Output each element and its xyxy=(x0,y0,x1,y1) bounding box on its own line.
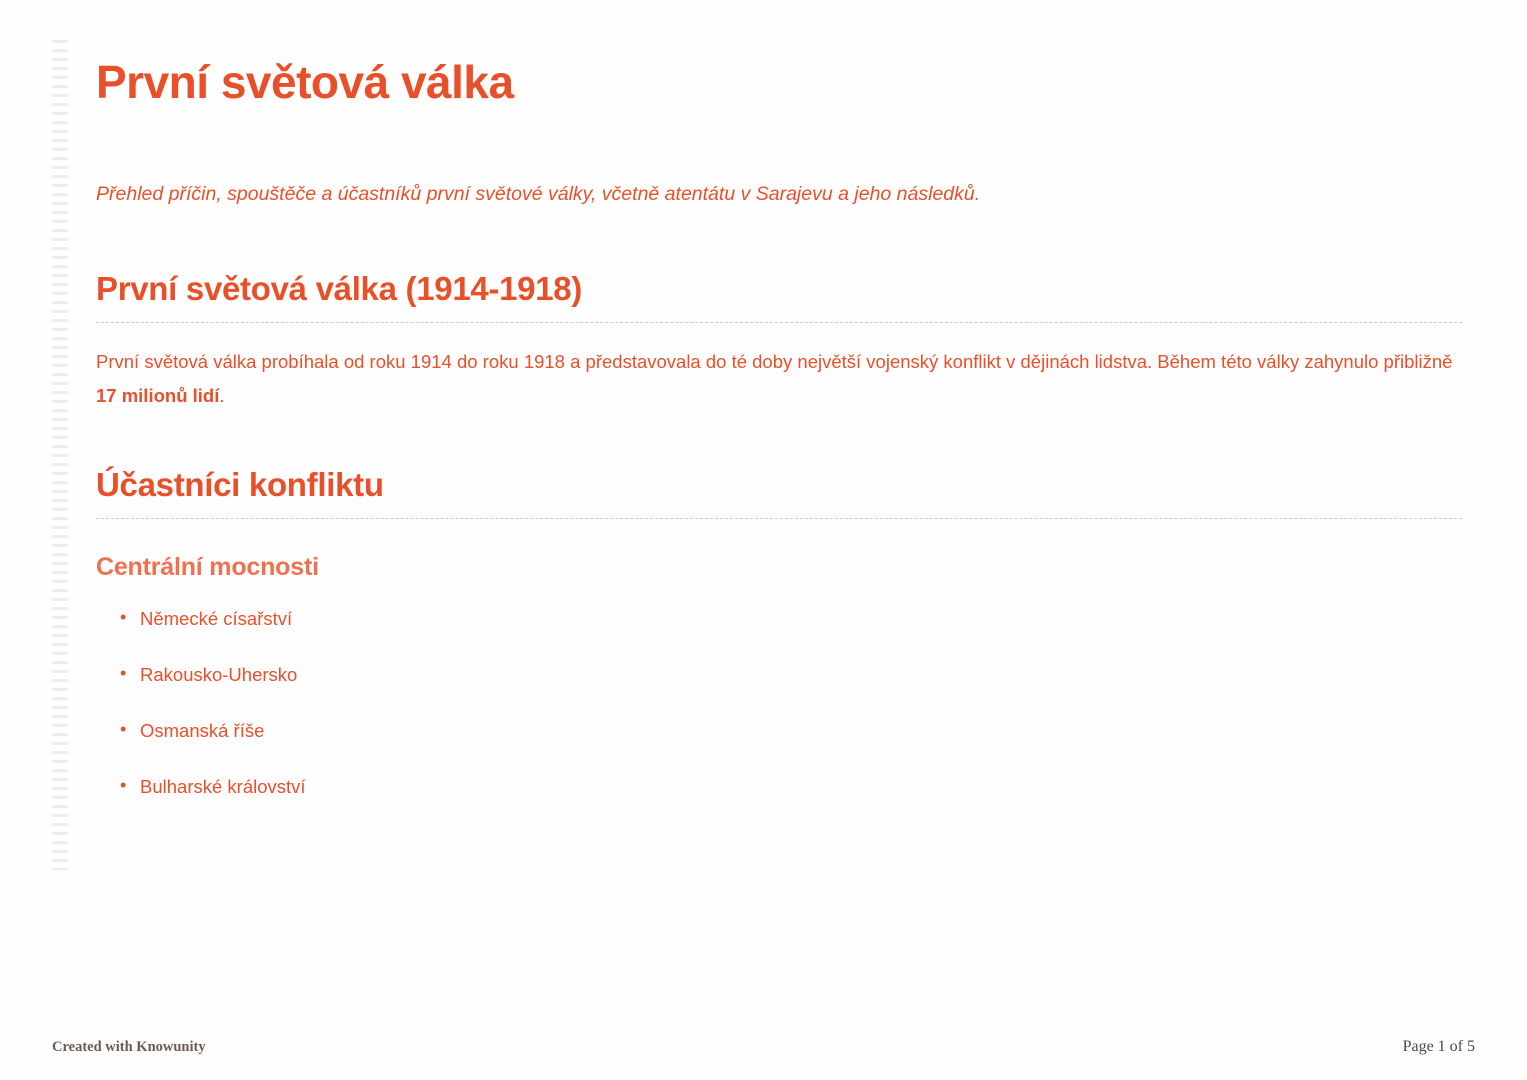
list-item xyxy=(96,608,1462,630)
central-powers-list xyxy=(96,608,1462,799)
list-item xyxy=(96,720,1462,742)
section-heading-participants: Účastníci konfliktu xyxy=(96,466,1462,519)
section-heading-war-overview: První světová válka (1914-1918) xyxy=(96,270,1462,323)
paragraph-text-emphasis: 17 milionů lidí xyxy=(96,385,220,407)
list-item-label: Bulharské království xyxy=(140,776,306,798)
paragraph-text-tail: . xyxy=(219,385,225,407)
list-item-label: Rakousko-Uhersko xyxy=(140,663,298,685)
section-paragraph-war-overview xyxy=(96,345,1462,413)
list-item-label: Německé císařství xyxy=(140,607,293,629)
paragraph-text-lead: První světová válka probíhala od roku 1914 do roku 1918 a představovala do té doby největší vojenský konflikt v dějinách lidstva. Během této války zahynulo přibližně xyxy=(96,351,1453,373)
list-item xyxy=(96,664,1462,686)
subsection-heading-central-powers: Centrální mocnosti xyxy=(96,552,319,581)
page-title: První světová válka xyxy=(96,56,514,108)
footer-page-number: Page 1 of 5 xyxy=(1402,1038,1475,1055)
footer-credit: Created with Knowunity xyxy=(52,1039,206,1055)
decorative-margin-strip xyxy=(52,40,68,870)
document-subtitle: Přehled příčin, spouštěče a účastníků první světové války, včetně atentátu v Sarajevu a jeho následků. xyxy=(96,182,981,205)
document-content xyxy=(96,56,1462,832)
list-item xyxy=(96,776,1462,798)
list-item-label: Osmanská říše xyxy=(140,720,265,741)
